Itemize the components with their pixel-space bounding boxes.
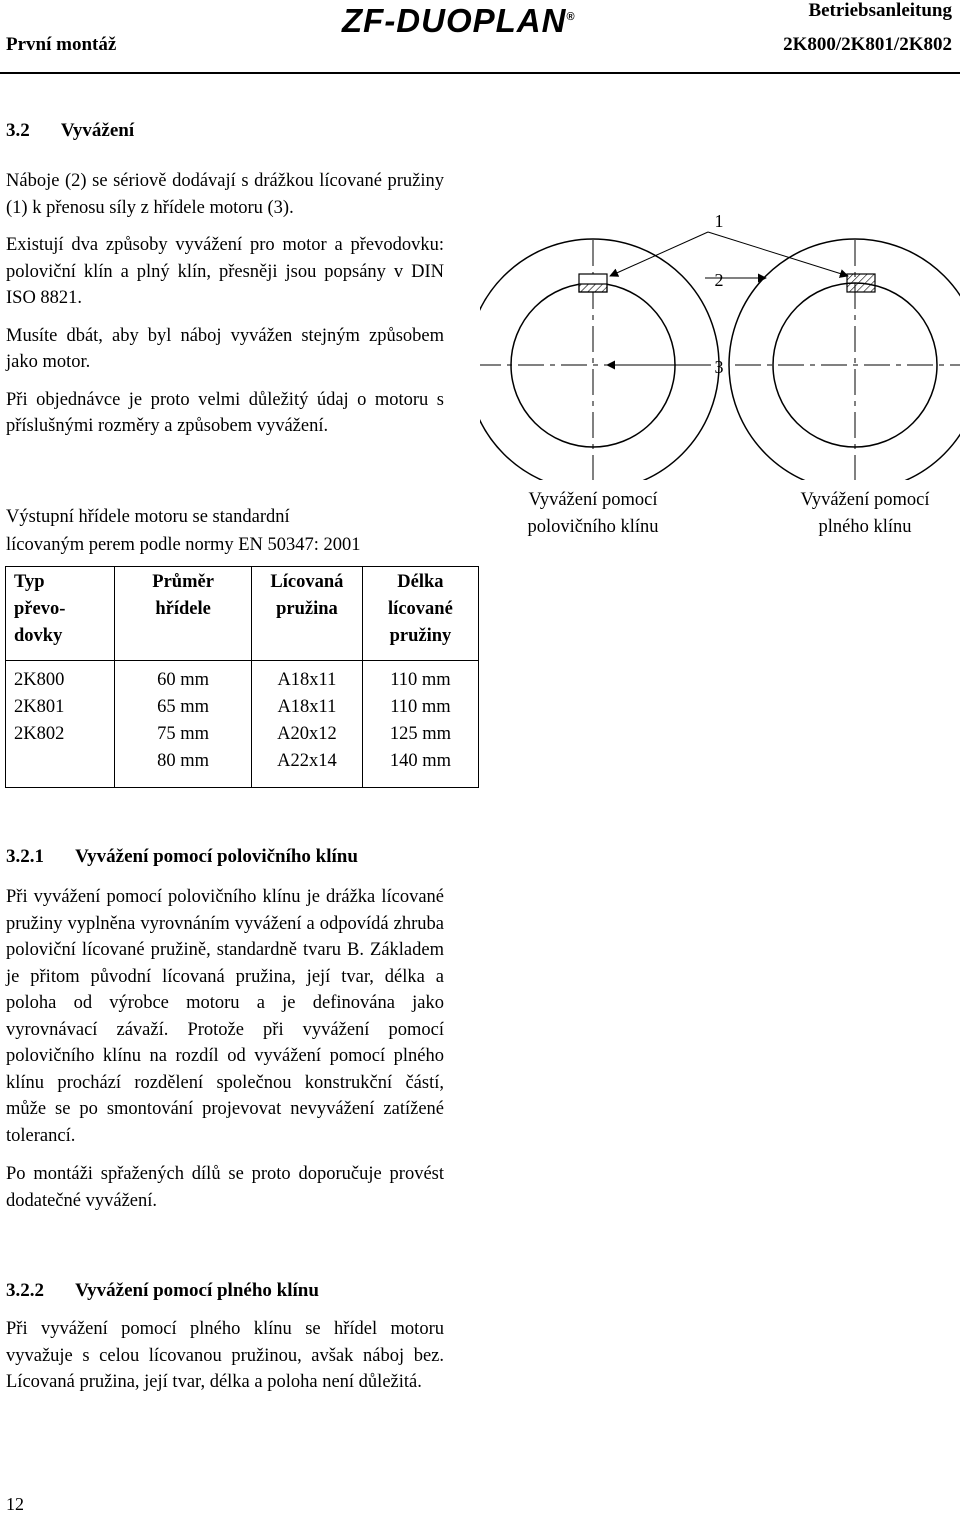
subsection-title-322: Vyvážení pomocí plného klínu: [75, 1280, 319, 1301]
type-2k801: 2K801: [14, 697, 65, 717]
key-value: A18x11: [277, 670, 337, 690]
header-length-line-1: Délka: [397, 572, 444, 592]
table-header-row: [6, 567, 479, 661]
zf-duoplan-logo: [342, 2, 576, 40]
type-2k802: 2K802: [14, 724, 65, 744]
header-doc-title: Betriebsanleitung: [808, 0, 952, 21]
diagram-label-1: 1: [714, 211, 724, 231]
header-key: [251, 567, 362, 661]
table-row: [6, 661, 479, 788]
length-value: 110 mm: [390, 670, 451, 690]
length-value: 140 mm: [389, 751, 451, 771]
section-number: 3.2: [6, 120, 30, 141]
page-number: 12: [6, 1494, 24, 1514]
caption-full-key-line-2: plného klínu: [818, 517, 912, 537]
section-heading: [6, 120, 134, 142]
subsection-heading-321: [6, 846, 358, 868]
section-title: Vyvážení: [60, 120, 135, 141]
registered-mark: ®: [566, 11, 576, 23]
subsection-title-321: Vyvážení pomocí polovičního klínu: [75, 846, 358, 867]
intro-text: [6, 168, 444, 440]
caption-half-key-line-2: polovičního klínu: [527, 517, 659, 537]
subsection-number-322: 3.2.2: [6, 1280, 44, 1301]
leader-line-1: [610, 232, 708, 276]
header-type-line-3: dovky: [14, 626, 63, 646]
subsection-text-321: [6, 884, 444, 1214]
caption-half-key-line-1: Vyvážení pomocí: [528, 490, 658, 510]
shaft-text-line-2: lícovaným perem podle normy EN 50347: 2001: [6, 535, 361, 555]
header-section: První montáž: [6, 34, 117, 55]
caption-full-key: [760, 487, 960, 541]
header-type-line-1: Typ: [14, 572, 45, 592]
header-diameter-line-2: hřídele: [155, 599, 211, 619]
key-value: A20x12: [277, 724, 337, 744]
sub1-paragraph-2: Po montáži spřažených dílů se proto doporučuje provést dodatečné vyvážení.: [6, 1164, 444, 1211]
diagram-label-2: 2: [714, 270, 724, 290]
header-models: 2K800/2K801/2K802: [783, 34, 952, 55]
diameter-value: 65 mm: [157, 697, 210, 717]
caption-full-key-line-1: Vyvážení pomocí: [800, 490, 930, 510]
header-type-line-2: převo-: [14, 599, 66, 619]
sub2-paragraph-1: Při vyvážení pomocí plného klínu se hřídel motoru vyvažuje s celou lícovanou pružinou, avšak náboj bez. Lícovaná pružina, její tvar, délka a poloha není důležitá.: [6, 1319, 444, 1392]
balancing-diagram: [480, 180, 960, 480]
leader-line-1b: [708, 232, 848, 276]
diameter-value: 75 mm: [157, 724, 210, 744]
type-2k800: 2K800: [14, 670, 65, 690]
diagram-label-3: 3: [714, 357, 724, 377]
logo-text: ZF-DUOPLAN: [342, 2, 567, 39]
intro-paragraph-2: Existují dva způsoby vyvážení pro motor a převodovku: poloviční klín a plný klín, přesněji jsou popsány v DIN ISO 8821.: [6, 235, 444, 308]
cell-lengths: [362, 661, 478, 788]
header-length: [362, 567, 478, 661]
key-value: A22x14: [277, 751, 337, 771]
key-dimensions-table: [5, 566, 479, 788]
shaft-standard-text: [6, 503, 361, 559]
header-key-line-2: pružina: [276, 599, 338, 619]
length-value: 110 mm: [390, 697, 451, 717]
intro-paragraph-4: Při objednávce je proto velmi důležitý údaj o motoru s příslušnými rozměry a způsobem vyvážení.: [6, 389, 444, 436]
key-value: A18x11: [277, 697, 337, 717]
diameter-value: 60 mm: [157, 670, 210, 690]
cell-types: [6, 661, 115, 788]
header-rule: [0, 72, 960, 74]
header-length-line-3: pružiny: [389, 626, 452, 646]
intro-paragraph-1: Náboje (2) se sériově dodávají s drážkou lícované pružiny (1) k přenosu síly z hřídele motoru (3).: [6, 171, 444, 218]
subsection-number-321: 3.2.1: [6, 846, 44, 867]
caption-half-key: [488, 487, 698, 541]
header-length-line-2: lícované: [388, 599, 453, 619]
subsection-heading-322: [6, 1280, 319, 1302]
cell-keys: [251, 661, 362, 788]
intro-paragraph-3: Musíte dbát, aby byl náboj vyvážen stejným způsobem jako motor.: [6, 325, 444, 372]
diameter-value: 80 mm: [157, 751, 210, 771]
half-key-hub: [480, 239, 719, 480]
length-value: 125 mm: [389, 724, 451, 744]
header-type: [6, 567, 115, 661]
shaft-text-line-1: Výstupní hřídele motoru se standardní: [6, 507, 290, 527]
header-key-line-1: Lícovaná: [270, 572, 344, 592]
header-diameter-line-1: Průměr: [152, 572, 214, 592]
subsection-text-322: [6, 1316, 444, 1396]
sub1-paragraph-1: Při vyvážení pomocí polovičního klínu je drážka lícované pružiny vyplněna vyrovnáním vyvážení a odpovídá zhruba poloviční lícované pružině, standardně tvaru B. Základem je přitom původní lícovaná pružina, její tvar, délka a poloha od výrobce motoru a je definována jako vyrovnávací závaží. Protože při vyvážení pomocí polovičního klínu na rozdíl od vyvážení pomocí plného klínu prochází rozdělení společnou konstrukční částí, může se po smontování projevovat nevyvážení zatížené tolerancí.: [6, 887, 444, 1146]
header-diameter: [115, 567, 252, 661]
cell-diameters: [115, 661, 252, 788]
